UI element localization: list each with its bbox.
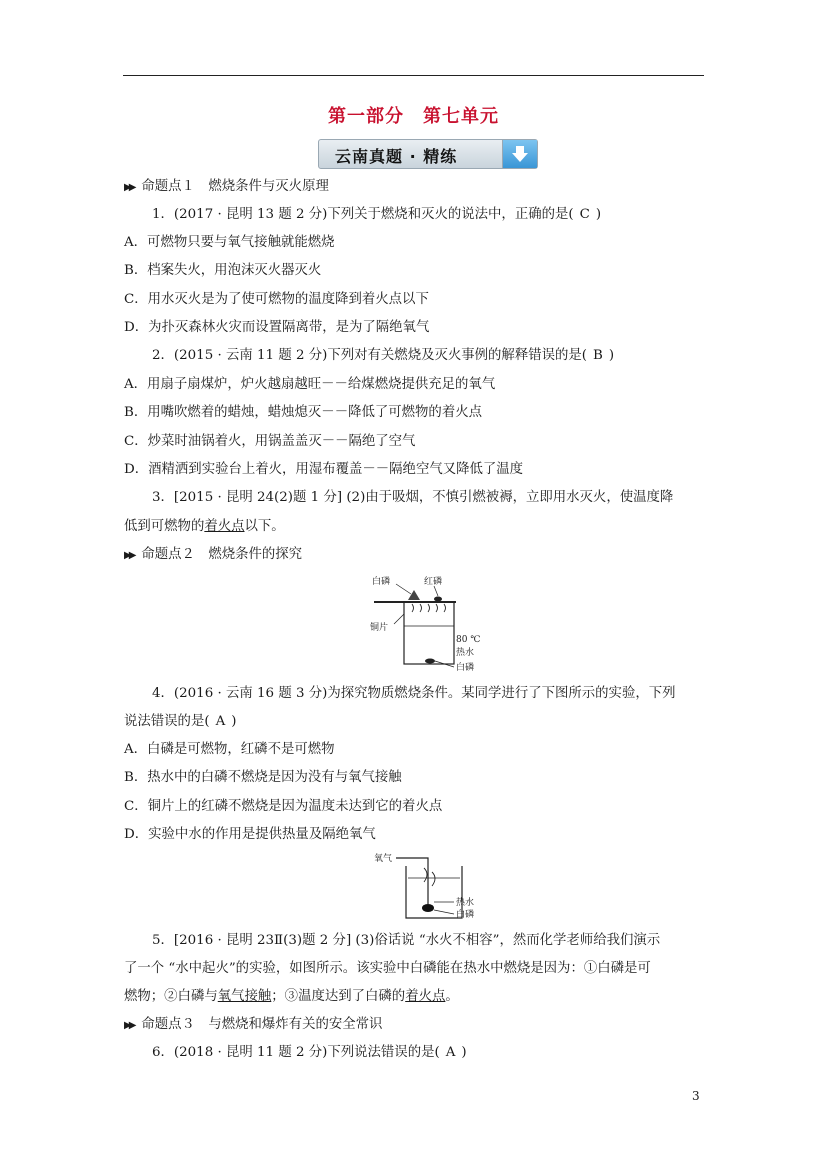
svg-text:白磷: 白磷: [456, 663, 475, 673]
section-heading: ▶▶ 命题点２ 燃烧条件的探究: [124, 547, 303, 562]
svg-text:80 ℃: 80 ℃: [456, 635, 481, 645]
svg-text:热水: 热水: [456, 648, 475, 658]
question-stem: 1．(2017 · 昆明 13 题 2 分)下列关于燃烧和灭火的说法中，正确的是( C ): [152, 207, 602, 222]
option: D．酒精洒到实验台上着火，用湿布覆盖－－隔绝空气又降低了温度: [124, 462, 524, 477]
double-triangle-icon: ▶▶: [124, 1020, 134, 1031]
svg-text:热水: 热水: [456, 898, 475, 908]
answer: A: [215, 714, 226, 729]
option: C．用水灭火是为了使可燃物的温度降到着火点以下: [124, 292, 429, 307]
down-arrow-icon: [502, 140, 537, 168]
option: C．铜片上的红磷不燃烧是因为温度未达到它的着火点: [124, 799, 443, 814]
svg-text:氧气: 氧气: [374, 854, 393, 864]
option: B．档案失火，用泡沫灭火器灭火: [124, 263, 322, 278]
option: D．实验中水的作用是提供热量及隔绝氧气: [124, 827, 376, 842]
section-heading: ▶▶ 命题点３ 与燃烧和爆炸有关的安全常识: [124, 1017, 383, 1032]
answer: 着火点: [405, 989, 446, 1004]
section-heading: ▶▶ 命题点１ 燃烧条件与灭火原理: [124, 179, 329, 194]
answer: 着火点: [204, 519, 245, 534]
double-triangle-icon: ▶▶: [124, 550, 134, 561]
svg-text:红磷: 红磷: [424, 577, 443, 587]
underwater-fire-figure: [372, 852, 484, 922]
question-line: 低到可燃物的着火点以下。: [124, 519, 285, 534]
page-title: 第一部分 第七单元: [328, 106, 499, 127]
page-number: 3: [692, 1089, 700, 1103]
question-stem: 4．(2016 · 云南 16 题 3 分)为探究物质燃烧条件。某同学进行了下图所示的实验，下列: [152, 686, 676, 701]
option: C．炒菜时油锅着火，用锅盖盖灭－－隔绝了空气: [124, 434, 416, 449]
option: B．用嘴吹燃着的蜡烛，蜡烛熄灭－－降低了可燃物的着火点: [124, 405, 482, 420]
answer: B: [593, 348, 603, 363]
option: A．白磷是可燃物，红磷不是可燃物: [124, 742, 335, 757]
header-rule: [123, 75, 704, 76]
question-stem: 5．[2016 · 昆明 23Ⅱ(3)题 2 分] (3)俗话说 “水火不相容”，然而化学老师给我们演示: [152, 933, 661, 948]
question-line: 燃物；②白磷与氧气接触；③温度达到了白磷的着火点。: [124, 989, 459, 1004]
question-stem: 3．[2015 · 昆明 24(2)题 1 分] (2)由于吸烟，不慎引燃被褥，立即用水灭火，使温度降: [152, 490, 674, 505]
question-line: 了一个 “水中起火”的实验，如图所示。该实验中白磷能在热水中燃烧是因为：①白磷是可: [124, 961, 651, 976]
combustion-experiment-figure: [368, 572, 488, 674]
answer: A: [445, 1045, 456, 1060]
option: D．为扑灭森林火灾而设置隔离带，是为了隔绝氧气: [124, 320, 430, 335]
banner-label: 云南真题 · 精练: [335, 147, 458, 166]
svg-text:白磷: 白磷: [372, 577, 391, 587]
svg-text:铜片: 铜片: [370, 623, 389, 633]
section-banner: [318, 139, 538, 169]
svg-text:白磷: 白磷: [456, 910, 475, 920]
answer: 氧气接触: [217, 989, 272, 1004]
question-line: 说法错误的是( A ): [124, 714, 237, 729]
answer: C: [579, 207, 590, 222]
question-stem: 6．(2018 · 昆明 11 题 2 分)下列说法错误的是( A ): [152, 1045, 467, 1060]
option: B．热水中的白磷不燃烧是因为没有与氧气接触: [124, 770, 402, 785]
option: A．可燃物只要与氧气接触就能燃烧: [124, 235, 335, 250]
option: A．用扇子扇煤炉，炉火越扇越旺－－给煤燃烧提供充足的氧气: [124, 377, 496, 392]
question-stem: 2．(2015 · 云南 11 题 2 分)下列对有关燃烧及灭火事例的解释错误的是( B ): [152, 348, 615, 363]
double-triangle-icon: ▶▶: [124, 182, 134, 193]
